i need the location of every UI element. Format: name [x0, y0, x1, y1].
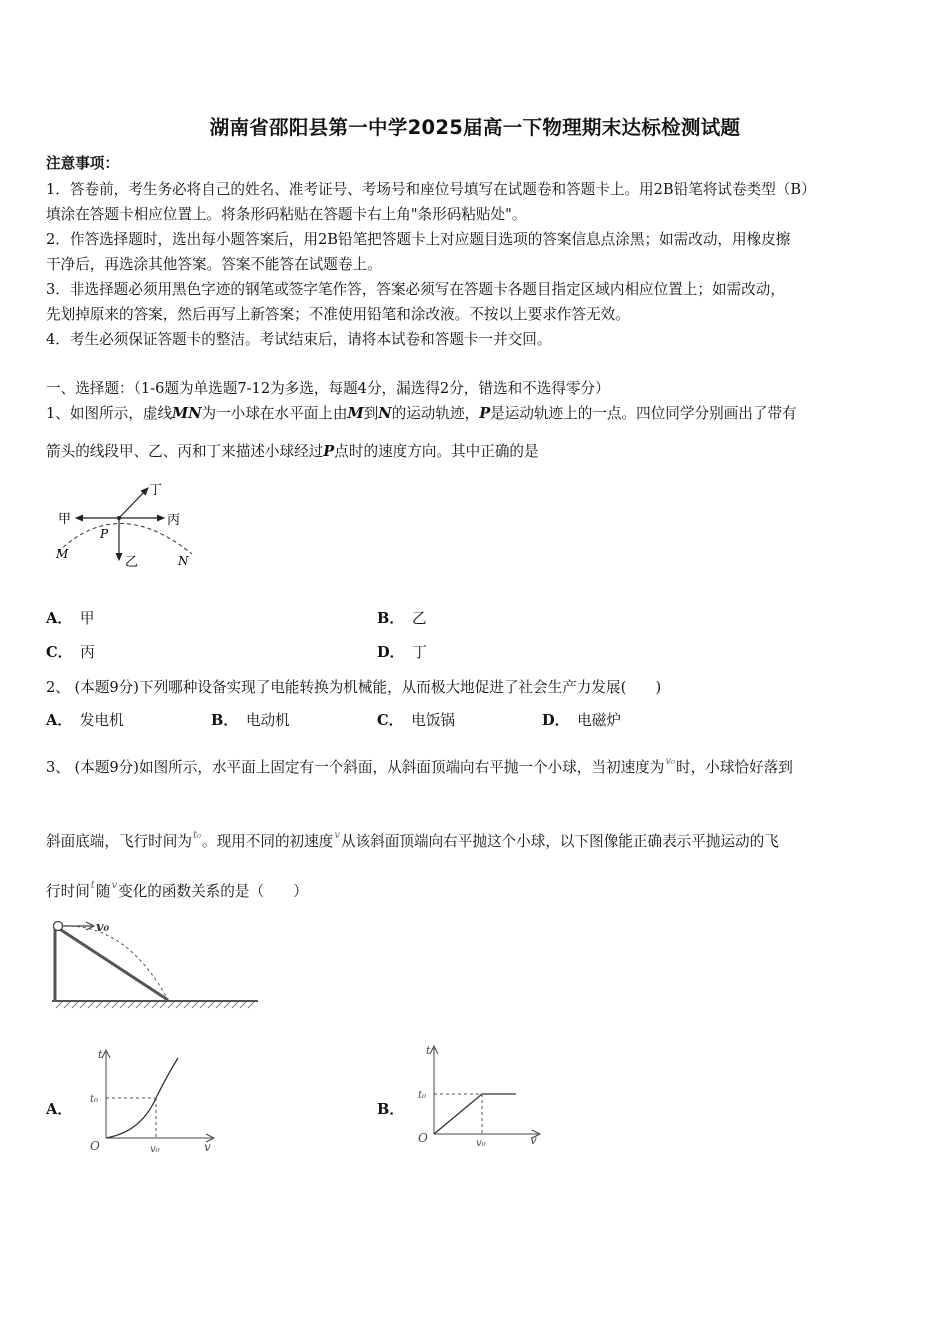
label-yi: 乙 — [125, 555, 139, 570]
q2-option-d[interactable]: D． 电磁炉 — [542, 712, 622, 729]
q2-option-a[interactable]: A． 发电机 — [46, 712, 124, 729]
label-p: P — [100, 527, 109, 541]
q3-text-line2: 斜面底端，飞行时间为$^{t_0}$。现用不同的初速度$^v$从该斜面顶端向右平抛这个小球，以下图像能正确表示平抛运动的飞 — [46, 830, 779, 850]
ground-hatching — [56, 1002, 254, 1008]
q3-graph-a — [86, 1044, 226, 1156]
label-ding: 丁 — [149, 483, 163, 498]
q3-option-a[interactable]: A． — [46, 1101, 72, 1118]
svg-text:O: O — [418, 1131, 428, 1145]
svg-text:v: v — [204, 1140, 211, 1154]
q3-text-line3: 行时间$^t$随$^v$变化的函数关系的是（ ） — [46, 880, 308, 900]
label-n: N — [178, 554, 189, 568]
notes-line: 2．作答选择题时，选出每小题答案后，用2B铅笔把答题卡上对应题目选项的答案信息点涂黑；如需改动，用橡皮擦 — [46, 231, 791, 248]
label-jia: 甲 — [58, 512, 72, 527]
q3-graph-b — [414, 1040, 550, 1152]
notes-line: 3．非选择题必须用黑色字迹的钢笔或签字笔作答，答案必须写在答题卡各题目指定区域内相应位置上；如需改动， — [46, 281, 785, 298]
q1-trajectory-figure — [50, 474, 200, 574]
svg-text:t: t — [98, 1048, 103, 1061]
notes-line: 干净后，再选涂其他答案。答案不能答在试题卷上。 — [46, 256, 382, 273]
q1-option-a[interactable]: A． 甲 — [46, 610, 95, 627]
svg-text:t: t — [426, 1044, 431, 1057]
q1-option-b[interactable]: B． 乙 — [377, 610, 427, 627]
section-heading: 一、选择题：（1-6题为单选题7-12为多选，每题4分，漏选得2分，错选和不选得零分） — [46, 380, 610, 397]
trajectory-dashed-curve — [58, 523, 192, 554]
point-p — [117, 516, 121, 520]
notes-line: 4．考生必须保证答题卡的整洁。考试结束后，请将本试卷和答题卡一并交回。 — [46, 331, 552, 348]
q3-text-line1: 3、 (本题9分)如图所示，水平面上固定有一个斜面，从斜面顶端向右平抛一个小球，当初速度为$^{v_0}$时，小球恰好落到 — [46, 756, 793, 776]
q1-option-c[interactable]: C． 丙 — [46, 644, 95, 661]
svg-text:v: v — [530, 1133, 537, 1147]
q1-text-line2: 箭头的线段甲、乙、丙和丁来描述小球经过P点时的速度方向。其中正确的是 — [46, 443, 539, 460]
q2-option-c[interactable]: C． 电饭锅 — [377, 712, 456, 729]
page-title: 湖南省邵阳县第一中学2025届高一下物理期末达标检测试题 — [209, 116, 741, 139]
q1-text-line1: 1、如图所示，虚线MN为一小球在水平面上由M到N的运动轨迹，P是运动轨迹上的一点。四位同学分别画出了带有 — [46, 405, 797, 422]
notes-line: 1．答卷前，考生务必将自己的姓名、准考证号、考场号和座位号填写在试题卷和答题卡上。用2B铅笔将试卷类型（B） — [46, 181, 816, 198]
label-bing: 丙 — [167, 513, 181, 528]
notes-heading: 注意事项： — [46, 155, 119, 172]
svg-text:v₀: v₀ — [476, 1138, 486, 1149]
q3-option-b[interactable]: B． — [377, 1101, 404, 1118]
notes-line: 填涂在答题卡相应位置上。将条形码粘贴在答题卡右上角"条形码粘贴处"。 — [46, 206, 527, 223]
q2-text: 2、 (本题9分)下列哪种设备实现了电能转换为机械能，从而极大地促进了社会生产力发展( ) — [46, 679, 662, 696]
svg-text:t₀: t₀ — [418, 1090, 427, 1101]
notes-line: 先划掉原来的答案，然后再写上新答案；不准使用铅笔和涂改液。不按以上要求作答无效。 — [46, 306, 630, 323]
svg-text:t₀: t₀ — [90, 1094, 99, 1105]
q1-option-d[interactable]: D． 丁 — [377, 644, 427, 661]
svg-text:v₀: v₀ — [150, 1144, 160, 1155]
label-v0: v₀ — [96, 920, 110, 935]
q2-option-b[interactable]: B． 电动机 — [211, 712, 290, 729]
curve-b — [434, 1094, 516, 1134]
label-m: M — [56, 547, 69, 561]
q3-incline-figure — [46, 914, 262, 1014]
ball — [54, 922, 63, 931]
svg-text:O: O — [90, 1139, 100, 1153]
arrow-ding — [119, 488, 148, 518]
